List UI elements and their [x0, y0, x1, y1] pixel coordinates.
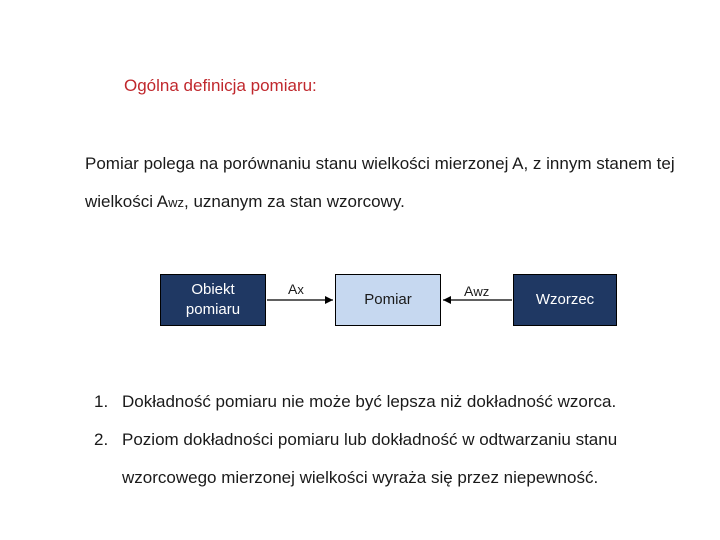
list-text: Dokładność pomiaru nie może być lepsza niż dokładność wzorca.	[122, 392, 617, 411]
definition-subscript: wz	[168, 195, 185, 210]
list-item	[92, 383, 702, 421]
label-ax-base: A	[288, 281, 298, 297]
label-awz-base: A	[464, 283, 474, 299]
notes-list	[92, 383, 702, 497]
standard-box	[513, 274, 617, 326]
label-ax	[288, 281, 304, 297]
label-awz-sub: wz	[473, 284, 490, 299]
page-title: Ogólna definicja pomiaru:	[124, 76, 317, 95]
measure-box	[335, 274, 441, 326]
list-text: Poziom dokładności pomiaru lub dokładność w odtwarzaniu stanu wzorcowego mierzonej wielkości wyraża się przez niepewność.	[122, 430, 618, 487]
object-box	[160, 274, 266, 326]
object-box-line-2: pomiaru	[185, 301, 241, 318]
definition-part-1: Pomiar polega na porównaniu stanu wielkości mierzonej A, z innym stanem tej wielkości A	[85, 154, 675, 211]
measure-box-label: Pomiar	[364, 291, 412, 308]
definition-part-2: , uznanym za stan wzorcowy.	[184, 192, 405, 211]
standard-box-label: Wzorzec	[535, 291, 595, 308]
list-item	[92, 421, 702, 497]
object-box-line-1: Obiekt	[191, 281, 235, 298]
list-number: 1.	[94, 392, 109, 411]
label-awz	[464, 283, 489, 299]
label-ax-sub: x	[297, 282, 304, 297]
list-number: 2.	[94, 430, 109, 449]
